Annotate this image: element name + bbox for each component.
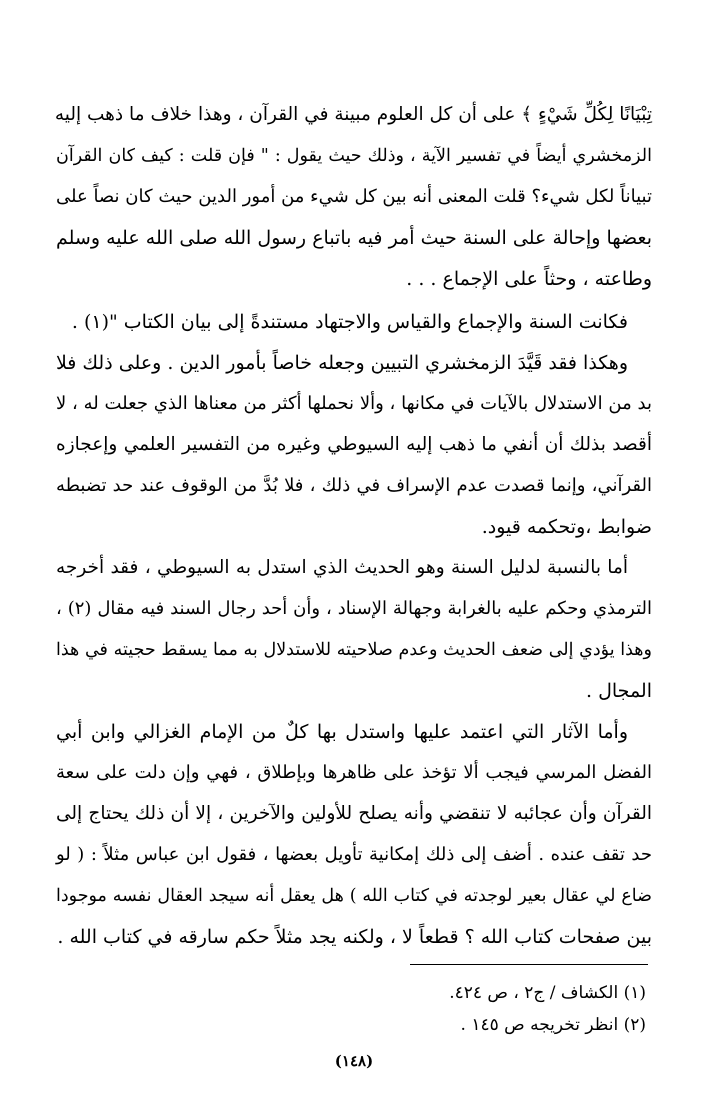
text-line: أما بالنسبة لدليل السنة وهو الحديث الذي استدل به السيوطي ، فقد أخرجه (56, 557, 628, 578)
text-line: وطاعته ، وحثاً على الإجماع . . . (406, 268, 652, 290)
text-line: تبياناً لكل شيء؟ قلت المعنى أنه بين كل شيء من أمور الدين حيث كان نصاً على (56, 186, 652, 207)
text-line: حد تقف عنده . أضف إلى ذلك إمكانية تأويل بعضها ، فقول ابن عباس مثلاً : ( لو (56, 844, 652, 865)
text-line: ضوابط ،وتحكمه قيود. (481, 516, 652, 538)
text-line: ضاع لي عقال بعير لوجدته في كتاب الله ) هل يعقل أنه سيجد العقال نفسه موجودا (56, 886, 652, 906)
text-line: القرآني، وإنما قصدت عدم الإسراف في ذلك ، فلا بُدَّ من الوقوف عند حد تضبطه (56, 475, 652, 496)
text-line: الزمخشري أيضاً في تفسير الآية ، وذلك حيث يقول : " فإن قلت : كيف كان القرآن (56, 146, 652, 166)
text-line: وأما الآثار التي اعتمد عليها واستدل بها كلٌ من الإمام الغزالي وابن أبي (56, 721, 628, 743)
text-line: الترمذي وحكم عليه بالغرابة وجهالة الإسناد ، وأن أحد رجال السند فيه مقال (٢) ، (56, 598, 652, 619)
text-line: بين صفحات كتاب الله ؟ قطعاً لا ، ولكنه يجد مثلاً حكم سارقه في كتاب الله . (57, 926, 652, 948)
text-line: وهكذا فقد قَيَّدَ الزمخشري التبيين وجعله خاصاً بأمور الدين . وعلى ذلك فلا (55, 352, 628, 374)
text-line: بعضها وإحالة على السنة حيث أمر فيه باتباع رسول الله صلى الله عليه وسلم (56, 227, 652, 249)
footnote-1: (١) الكشاف / ج٢ ، ص ٤٢٤. (449, 983, 646, 1003)
text-line: تِبْيَانًا لِكُلِّ شَيْءٍ ﴾ على أن كل العلوم مبينة في القرآن ، وهذا خلاف ما ذهب إليه (54, 104, 652, 125)
text-line: المجال . (586, 680, 652, 702)
footnote-2: (٢) انظر تخريجه ص ١٤٥ . (460, 1015, 646, 1035)
text-line: الفضل المرسي فيجب ألا تؤخذ على ظاهرها وبإطلاق ، فهي وإن دلت على سعة (56, 762, 652, 783)
text-line: أقصد بذلك أن أنفي ما ذهب إليه السيوطي وغيره من التفسير العلمي وإعجازه (56, 434, 652, 455)
footnote-separator (410, 964, 648, 965)
text-line: فكانت السنة والإجماع والقياس والاجتهاد مستندةً إلى بيان الكتاب "(١) . (71, 311, 628, 333)
text-line: بد من الاستدلال بالآيات في مكانها ، وألا نحملها أكثر من معناها الذي جعلت له ، لا (56, 393, 652, 414)
text-line: القرآن وأن عجائبه لا تنقضي وأنه يصلح للأولين والآخرين ، إلا أن ذلك يحتاج إلى (56, 803, 652, 824)
text-line: وهذا يؤدي إلى ضعف الحديث وعدم صلاحيته للاستدلال به مما يسقط حجيته في هذا (56, 640, 652, 660)
page-number: (١٤٨) (334, 1052, 374, 1070)
